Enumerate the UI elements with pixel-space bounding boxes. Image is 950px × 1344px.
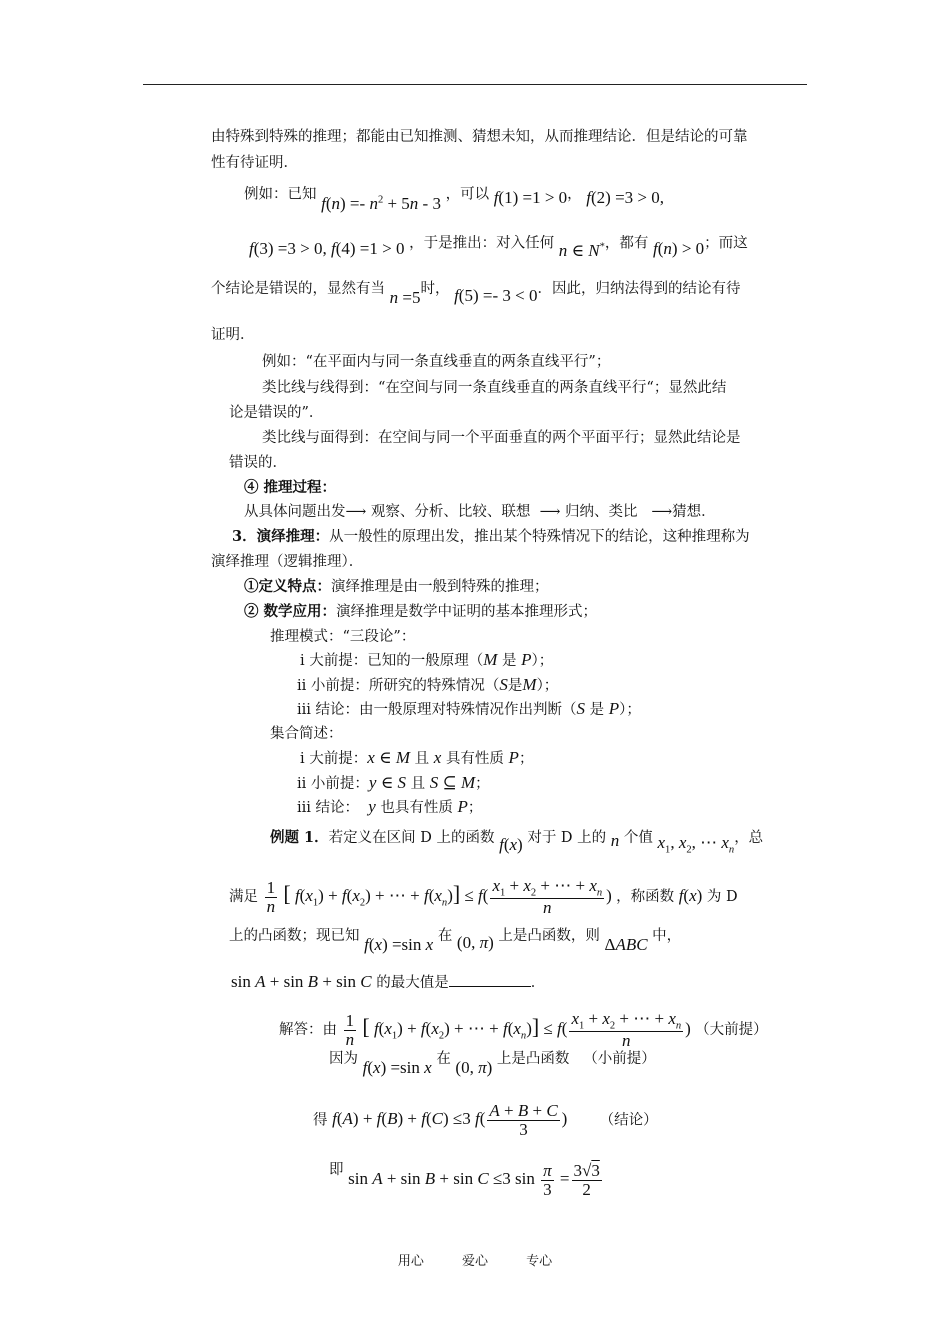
process-line: 从具体问题出发⟶ 观察、分析、比较、联想 ⟶ 归纳、类比 ⟶猜想． bbox=[244, 504, 716, 520]
deduction-line-2: 演绎推理（逻辑推理）． bbox=[211, 554, 364, 570]
syllogism-conclusion: ⅲ 结论：由一般原理对特殊情况作出判断（S 是 P）； bbox=[297, 699, 641, 718]
example2-line-5: 错误的． bbox=[229, 455, 287, 471]
problem-line-3: 上的凸函数；现已知 f(x) =sin x 在 (0, π) 上是凸函数，则 ΔABC 中， bbox=[229, 928, 682, 954]
set-title: 集合简述： bbox=[270, 726, 343, 742]
footer-text-2: 爱心 bbox=[461, 1254, 488, 1269]
arrow-right-icon: ⟶ bbox=[535, 504, 561, 520]
problem-line-4: sin A + sin B + sin C 的最大值是 ． bbox=[231, 972, 546, 991]
footer-text-1: 用心 bbox=[397, 1254, 424, 1269]
arrow-right-icon: ⟶ bbox=[345, 504, 367, 520]
intro-line-1: 由特殊到特殊的推理；都能由已知推测、猜想未知，从而推理结论．但是结论的可靠 bbox=[211, 129, 748, 145]
example1-line-2: f(3) =3 > 0, f(4) =1 > 0 ，于是推出：对入任何 n ∈ N*，都有 f(n) > 0；而这 bbox=[249, 235, 748, 260]
example2-line-4: 类比线与面得到：在空间与同一个平面垂直的两个平面平行；显然此结论是 bbox=[262, 430, 741, 446]
example1-line-4: 证明． bbox=[211, 327, 255, 343]
solution-line-4: 即 sin A + sin B + sin C ≤3 sin π 3 = 3√3 2 bbox=[329, 1161, 600, 1199]
set-minor: ⅱ 小前提：y ∈ S 且 S ⊆ M； bbox=[297, 773, 490, 792]
intro-line-2: 性有待证明． bbox=[211, 155, 298, 171]
application-line: ② 数学应用：演绎推理是数学中证明的基本推理形式； bbox=[244, 603, 598, 620]
example2-line-3: 论是错误的”． bbox=[229, 405, 324, 421]
problem-line-2: 满足 $\frac{1}{n}$ [ $f(x_1) + f(x_2)$ + ⋯ + $f(x_n)] \le f$( $\frac{x_1 + x_2 + \cdots + x_n}{n}$ ) ，称函数 f(x) 为 D bbox=[229, 876, 738, 918]
example2-line-1: 例如：“在平面内与同一条直线垂直的两条直线平行”； bbox=[262, 354, 611, 370]
answer-blank bbox=[449, 972, 531, 987]
problem-line-1: 例题 1．若定义在区间 D 上的函数 f(x) 对于 D 上的 n 个值 $x_1$, $x_2$, ⋯ $x_n$，总 bbox=[270, 829, 764, 856]
deduction-line-1: 3．演绎推理：从一般性的原理出发，推出某个特殊情况下的结论，这种推理称为 bbox=[232, 528, 750, 545]
set-conclusion: ⅲ 结论： y 也具有性质 P； bbox=[297, 797, 483, 816]
arrow-right-icon: ⟶ bbox=[642, 504, 673, 520]
example1-line-1: 例如：已知 $f(n) =- n^2 + 5n - 3$ ，可以 f(1) =1 > 0， f(2) =3 > 0, bbox=[244, 186, 665, 213]
set-major: ⅰ 大前提：x ∈ M 且 x 具有性质 P； bbox=[300, 748, 534, 767]
page-footer bbox=[0, 1250, 950, 1269]
definition-line: ①定义特点：演绎推理是由一般到特殊的推理； bbox=[244, 578, 549, 595]
syllogism-major: ⅰ 大前提：已知的一般原理（M 是 P）； bbox=[300, 650, 554, 669]
syllogism-mode: 推理模式：“三段论”： bbox=[270, 629, 416, 645]
solution-line-1: 解答：由 $\frac{1}{n}$ [ $f(x_1) + f(x_2)$ + ⋯ + $f(x_n)] \le f$( $\frac{x_1 + x_2 + \cdots + x_n}{n}$ ) （大前提） bbox=[279, 1009, 768, 1051]
header-rule bbox=[143, 84, 807, 85]
example1-line-3: 个结论是错误的，显然有当 n =5时， f(5) =- 3 < 0．因此，归纳法得到的结论有待 bbox=[211, 281, 741, 307]
process-heading: ④ 推理过程： bbox=[244, 479, 337, 496]
solution-line-2: 因为 f(x) =sin x 在 (0, π) 上是凸函数 （小前提） bbox=[329, 1051, 656, 1077]
example2-line-2: 类比线与线得到：“在空间与同一条直线垂直的两条直线平行“；显然此结 bbox=[262, 380, 727, 396]
solution-line-3: 得 f(A) + f(B) + f(C) ≤3 f( A + B + C 3) （结论） bbox=[313, 1101, 658, 1139]
syllogism-minor: ⅱ 小前提：所研究的特殊情况（S是M）； bbox=[297, 675, 559, 694]
footer-text-3: 专心 bbox=[526, 1254, 553, 1269]
